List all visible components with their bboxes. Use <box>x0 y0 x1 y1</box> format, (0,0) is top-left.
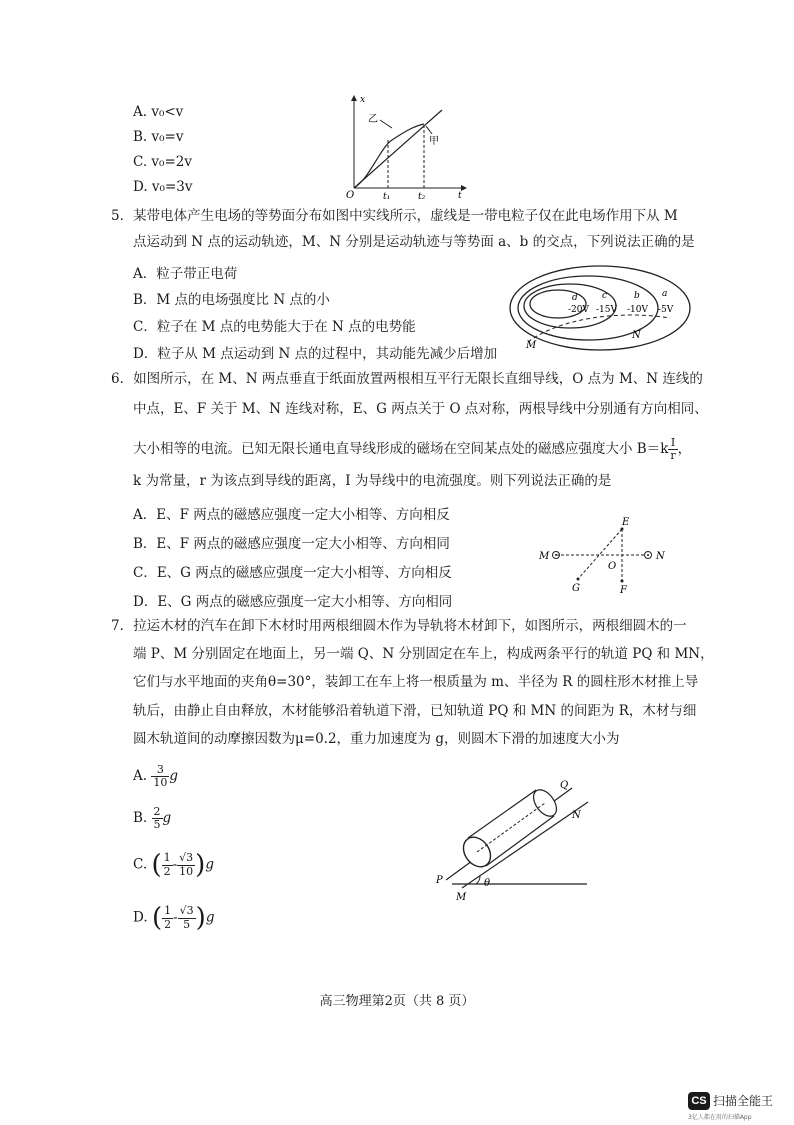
scanner-app-name: 扫描全能王 <box>713 1094 774 1108</box>
frac-den: 2 <box>163 864 171 878</box>
option-label: D. <box>133 909 148 926</box>
q5-equipotential-figure <box>500 262 700 362</box>
frac-den: 5 <box>183 917 191 931</box>
frac-den: 10 <box>153 776 168 790</box>
g-symbol: g <box>162 810 172 827</box>
q6-stem-line3 <box>133 437 691 462</box>
frac-num: 2 <box>153 805 161 818</box>
t1-label: t₁ <box>383 192 391 202</box>
label-m: M <box>539 551 550 562</box>
frac-num: I <box>668 437 677 450</box>
q5-option-b: B．M 点的电场强度比 N 点的小 <box>133 292 330 308</box>
frac-den: r <box>670 449 676 463</box>
right-paren: ) <box>195 903 206 933</box>
q6-option-c: C．E、G 两点的磁感应强度一定大小相等、方向相反 <box>133 565 452 581</box>
q7-option-b <box>133 806 171 831</box>
label-o: O <box>608 561 617 572</box>
frac-num: 1 <box>163 851 171 865</box>
log-cylinder <box>458 786 561 872</box>
fraction-root <box>178 905 196 930</box>
q7-stem-line2: 端 P、M 分别固定在地面上，另一端 Q、N 分别固定在车上，构成两条平行的轨道 PQ 和 MN， <box>133 646 714 662</box>
label-n: N <box>572 810 581 821</box>
q6-stem-line3-end: ， <box>677 441 692 458</box>
minus-sign: - <box>172 856 178 873</box>
label-n: N <box>656 551 665 562</box>
label-m: M <box>456 892 467 903</box>
q5-option-c: C．粒子在 M 点的电势能大于在 N 点的电势能 <box>133 319 416 335</box>
origin-label: O <box>346 190 355 201</box>
x-axis-label: t <box>458 191 462 201</box>
q5-option-d: D．粒子从 M 点运动到 N 点的过程中，其动能先减少后增加 <box>133 346 498 362</box>
q7-option-d <box>133 903 214 933</box>
option-label: C. <box>133 856 148 873</box>
fraction <box>152 806 163 831</box>
g-symbol: g <box>205 909 215 926</box>
q7-stem-line1: 7．拉运木材的汽车在卸下木材时用两根细圆木作为导轨将木材卸下，如图所示，两根细圆木的一 <box>111 618 687 634</box>
q6-stem-line2: 中点，E、F 关于 M、N 连线对称，E、G 两点关于 O 点对称，两根导线中分别通有方向相同、 <box>133 401 708 417</box>
option-label: A. <box>133 768 148 785</box>
q6-option-d: D．E、G 两点的磁感应强度一定大小相等、方向相同 <box>133 594 453 610</box>
q6-formula-fraction <box>668 437 677 462</box>
label-m: M <box>526 340 537 351</box>
q4-option-d: D. v₀=3v <box>133 179 193 195</box>
q7-stem-line3: 它们与水平地面的夹角θ=30°，装卸工在车上将一根质量为 m、半径为 R 的圆柱形木材推上导 <box>133 674 699 690</box>
fraction-half <box>162 905 173 930</box>
q5-stem-line1: 5．某带电体产生电场的等势面分布如图中实线所示，虚线是一带电粒子仅在此电场作用下从 M <box>111 208 678 224</box>
label-f: F <box>620 585 627 595</box>
q6-stem-line3-text: 大小相等的电流。已知无限长通电直导线形成的磁场在空间某点处的磁感应强度大小 B＝k <box>133 441 669 458</box>
right-paren: ) <box>195 850 206 880</box>
jia-label: 甲 <box>429 136 439 147</box>
q7-option-a <box>133 764 178 789</box>
trajectory-dashed <box>528 315 670 342</box>
q6-wires-figure <box>536 515 676 595</box>
wire-n-dot <box>647 554 649 556</box>
label-g: G <box>572 583 580 594</box>
label-vc: -15V <box>596 305 617 315</box>
wire-m-dot <box>555 554 557 556</box>
point-f <box>621 580 624 583</box>
label-a: a <box>662 289 668 299</box>
fraction-half <box>162 852 173 877</box>
jia-pointer <box>426 126 432 134</box>
q6-stem-line1: 6．如图所示，在 M、N 两点垂直于纸面放置两根相互平行无限长直细导线，O 点为 M、N 连线的 <box>111 371 703 387</box>
t2-label: t₂ <box>418 192 426 202</box>
page-footer: 高三物理第2页（共 8 页） <box>319 994 475 1009</box>
g-symbol: g <box>205 856 214 873</box>
y-axis-label: x <box>360 95 366 105</box>
point-g <box>577 578 580 581</box>
frac-num: 3 <box>151 764 169 777</box>
label-q: Q <box>560 780 569 791</box>
yi-pointer <box>380 120 392 128</box>
minus-sign: - <box>173 909 178 926</box>
label-c: c <box>602 291 608 301</box>
scanner-watermark <box>688 1090 774 1121</box>
label-vd: -20V <box>568 305 589 315</box>
frac-den: 5 <box>153 818 161 832</box>
label-b: b <box>634 291 640 301</box>
cs-logo-icon: CS <box>688 1092 710 1110</box>
left-paren: ( <box>151 850 162 880</box>
q5-option-a: A．粒子带正电荷 <box>133 266 238 282</box>
label-n: N <box>632 330 641 341</box>
label-theta: θ <box>484 878 491 889</box>
label-e: E <box>622 517 630 528</box>
q5-stem-line2: 点运动到 N 点的运动轨迹，M、N 分别是运动轨迹与等势面 a、b 的交点，下列说法正确的是 <box>133 234 695 250</box>
fraction <box>151 764 169 789</box>
left-paren: ( <box>151 903 163 933</box>
q4-option-c: C. v₀=2v <box>133 154 192 170</box>
frac-num: 1 <box>164 904 172 918</box>
curve-yi <box>354 124 424 188</box>
scanner-slogan: 3亿人都在用的扫描App <box>688 1114 752 1121</box>
q4-xt-graph <box>340 92 470 202</box>
q7-option-c <box>133 850 214 880</box>
label-va: -5V <box>658 305 674 315</box>
frac-num: √3 <box>179 851 194 865</box>
yi-label: 乙 <box>368 114 378 125</box>
label-p: P <box>436 875 443 886</box>
frac-den: 2 <box>164 917 172 931</box>
label-d: d <box>572 293 578 303</box>
q7-stem-line4: 轨后，由静止自由释放，木材能够沿着轨道下滑，已知轨道 PQ 和 MN 的间距为 R，木材与细 <box>133 703 697 719</box>
q4-option-a: A. v₀<v <box>133 104 184 120</box>
fraction-root <box>177 852 195 877</box>
g-symbol: g <box>169 768 178 785</box>
label-vb: -10V <box>627 305 648 315</box>
frac-num: √3 <box>179 904 194 918</box>
q6-stem-line4: k 为常量，r 为该点到导线的距离，I 为导线中的电流强度。则下列说法正确的是 <box>133 473 612 489</box>
q4-option-b: B. v₀=v <box>133 129 184 145</box>
q6-option-b: B．E、F 两点的磁感应强度一定大小相等、方向相同 <box>133 536 450 552</box>
q6-option-a: A．E、F 两点的磁感应强度一定大小相等、方向相反 <box>133 507 450 523</box>
q7-incline-figure <box>432 776 602 906</box>
option-label: B. <box>133 810 148 827</box>
frac-den: 10 <box>179 864 194 878</box>
q7-stem-line5: 圆木轨道间的动摩擦因数为μ=0.2，重力加速度为 g，则圆木下滑的加速度大小为 <box>133 731 620 747</box>
